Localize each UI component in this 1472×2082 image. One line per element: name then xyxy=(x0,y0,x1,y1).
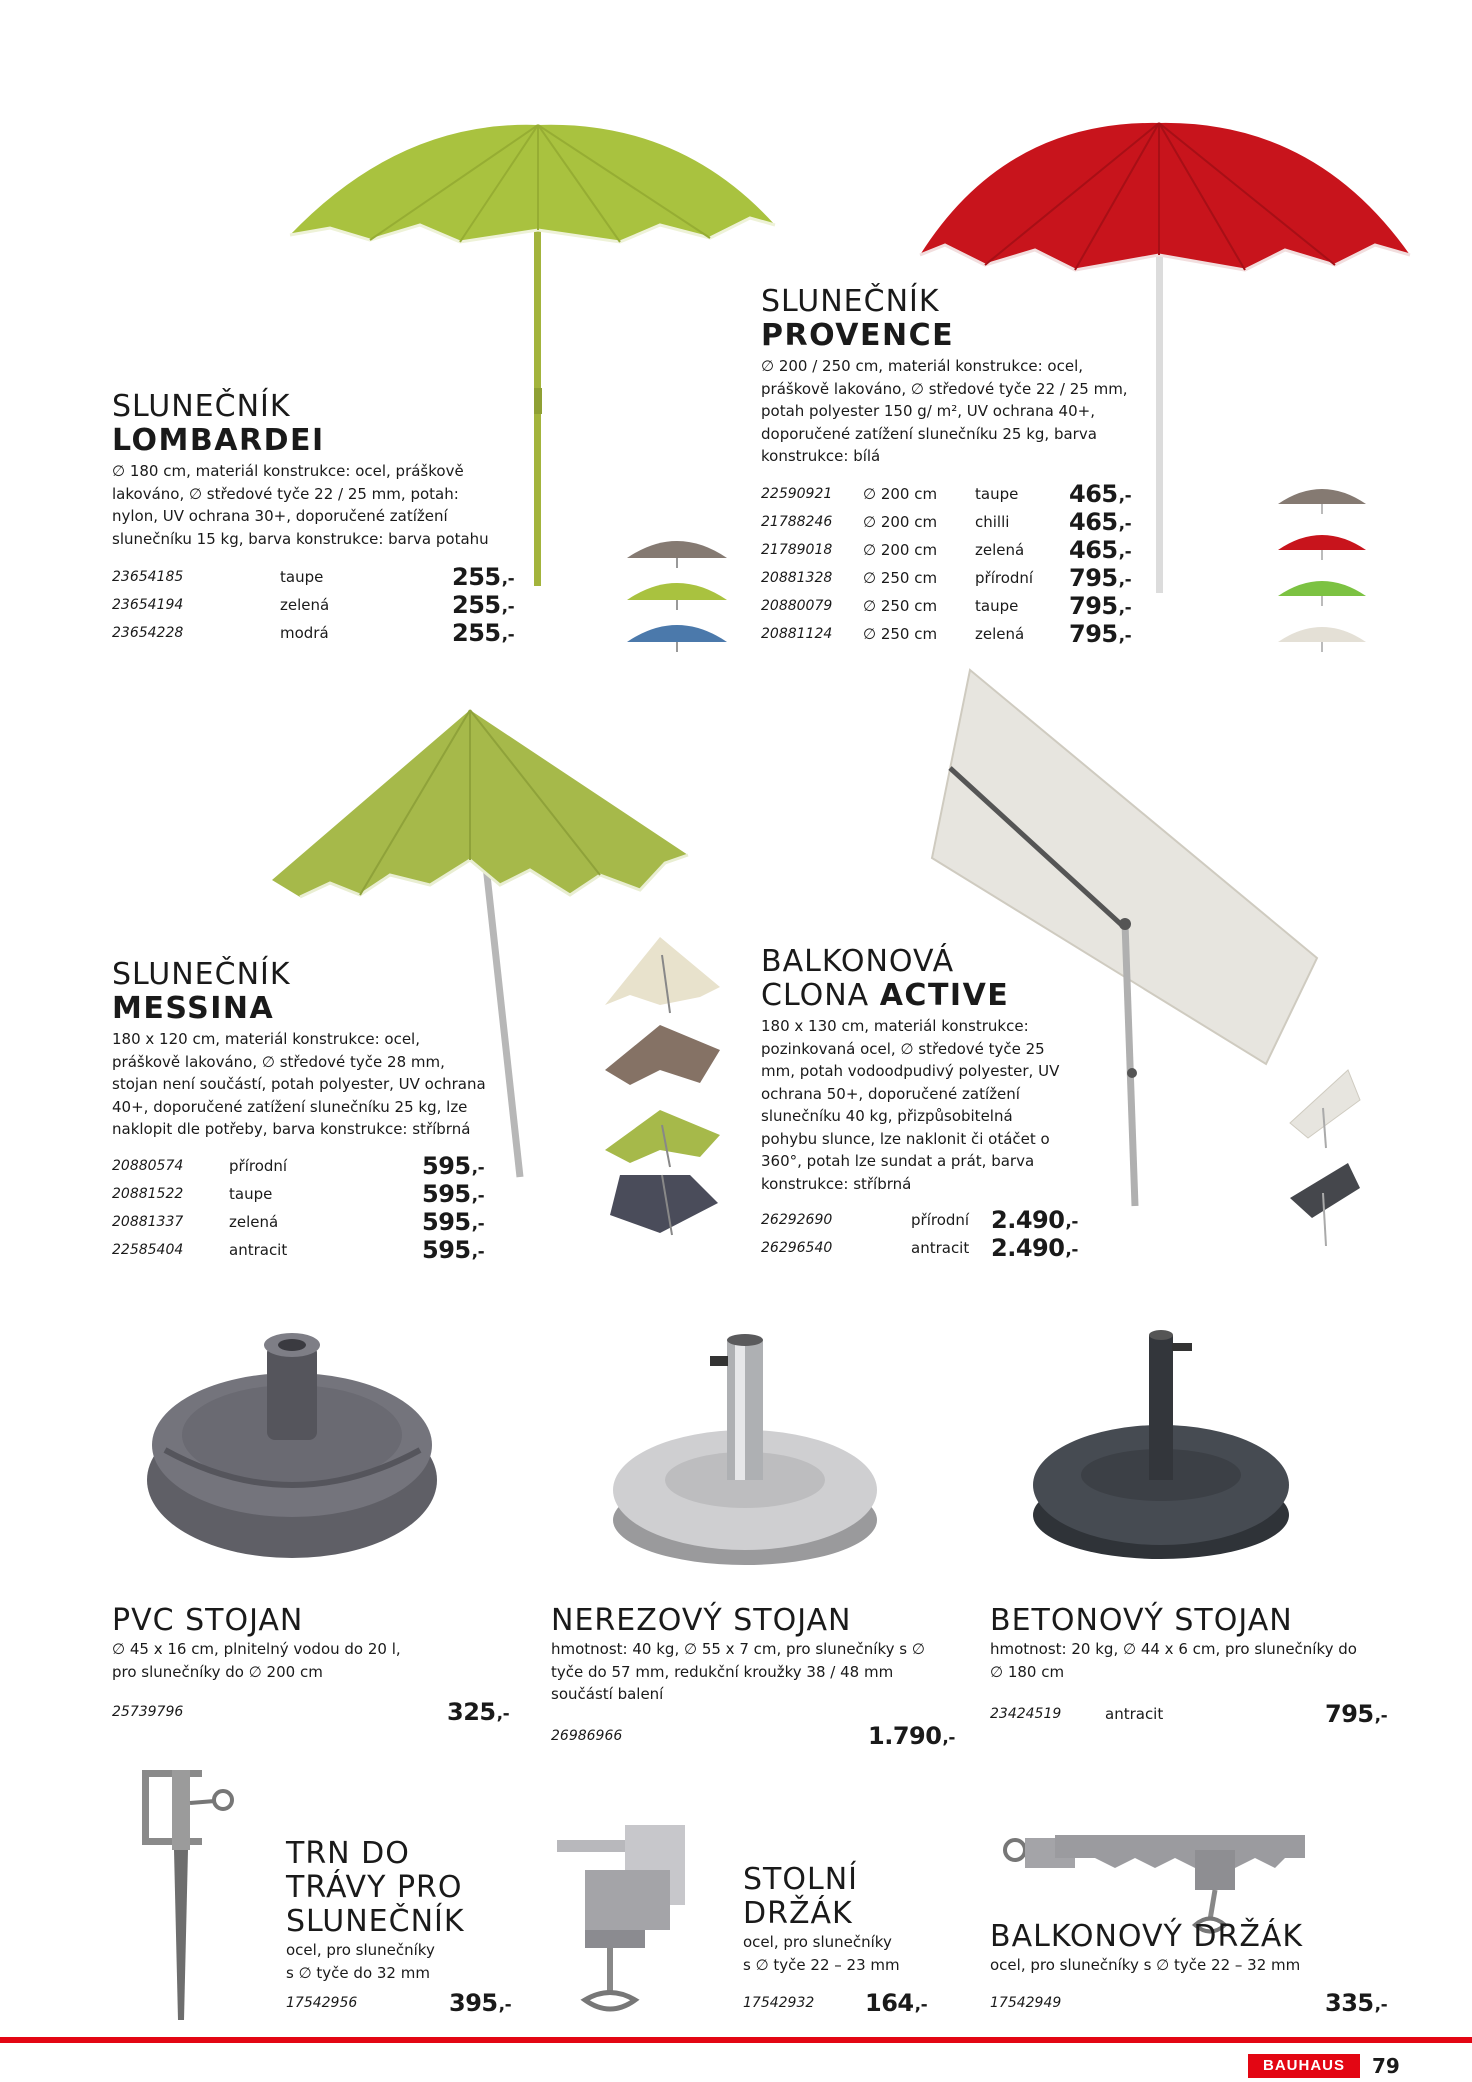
article-code: 17542932 xyxy=(743,1995,815,2011)
price: 465 ,- xyxy=(1069,508,1131,538)
nerez-title: NEREZOVÝ STOJAN xyxy=(551,1603,852,1638)
table-row xyxy=(112,1236,482,1264)
color-name: antracit xyxy=(911,1239,970,1257)
price: 395 ,- xyxy=(449,1989,511,2019)
provence-title-line2: PROVENCE xyxy=(761,318,955,353)
color-name: přírodní xyxy=(229,1157,288,1175)
pvc-stand-image xyxy=(145,1330,440,1566)
price: 595 ,- xyxy=(422,1152,484,1182)
table-row xyxy=(112,1180,482,1208)
table-row xyxy=(761,480,1141,508)
table-row xyxy=(761,564,1141,592)
price: 164 ,- xyxy=(865,1989,927,2019)
table-row xyxy=(761,592,1141,620)
balkon-holder-title: BALKONOVÝ DRŽÁK xyxy=(990,1919,1304,1954)
size: ∅ 250 cm xyxy=(863,597,938,615)
article-code: 26296540 xyxy=(761,1240,833,1256)
article-code: 20881124 xyxy=(761,626,833,642)
table-row xyxy=(990,1989,1380,2017)
trn-title-line2: TRÁVY PRO xyxy=(286,1870,463,1905)
active-title-line1: BALKONOVÁ xyxy=(761,944,955,979)
table-row xyxy=(761,508,1141,536)
color-name: zelená xyxy=(280,596,330,614)
price: 255 ,- xyxy=(452,591,514,621)
color-name: chilli xyxy=(975,513,1010,531)
color-name: taupe xyxy=(229,1185,273,1203)
price: 325 ,- xyxy=(447,1698,509,1728)
article-code: 20880079 xyxy=(761,598,833,614)
messina-title-line1: SLUNEČNÍK xyxy=(112,957,291,992)
article-code: 25739796 xyxy=(112,1704,184,1720)
lombardei-description: ∅ 180 cm, materiál konstrukce: ocel, práškově lakováno, ∅ středové tyče 22 / 25 mm, potah: nylon, UV ochrana 30+, doporučené zatížení slunečníku 15 kg, barva konstrukce: barva potahu xyxy=(112,462,489,548)
color-name: taupe xyxy=(975,597,1019,615)
footer-divider xyxy=(0,2037,1472,2043)
bauhaus-logo: BAUHAUS xyxy=(1248,2054,1360,2078)
table-row xyxy=(112,1152,482,1180)
table-row xyxy=(112,563,502,591)
article-code: 23424519 xyxy=(990,1706,1062,1722)
trn-spike-image xyxy=(128,1765,248,2025)
active-title-prefix: CLONA xyxy=(761,978,880,1013)
trn-title-line1: TRN DO xyxy=(286,1836,410,1871)
active-color-swatches xyxy=(1288,1068,1363,1248)
stolni-title-line2: DRŽÁK xyxy=(743,1896,853,1931)
table-row xyxy=(112,619,502,647)
size: ∅ 200 cm xyxy=(863,541,938,559)
article-code: 22585404 xyxy=(112,1242,184,1258)
price: 795 ,- xyxy=(1069,564,1131,594)
pvc-description: ∅ 45 x 16 cm, plnitelný vodou do 20 l, pro slunečníky do ∅ 200 cm xyxy=(112,1640,401,1681)
article-code: 20880574 xyxy=(112,1158,184,1174)
color-name: přírodní xyxy=(975,569,1034,587)
table-row xyxy=(112,591,502,619)
table-row xyxy=(743,1989,963,2017)
price: 795 ,- xyxy=(1325,1700,1387,1730)
provence-price-table xyxy=(761,480,1141,648)
table-row xyxy=(112,1698,496,1726)
price: 465 ,- xyxy=(1069,480,1131,510)
active-title-name: ACTIVE xyxy=(879,978,1010,1013)
table-row xyxy=(286,1989,506,2017)
price: 465 ,- xyxy=(1069,536,1131,566)
lombardei-title-line2: LOMBARDEI xyxy=(112,423,325,458)
article-code: 20881328 xyxy=(761,570,833,586)
article-code: 23654194 xyxy=(112,597,184,613)
article-code: 20881337 xyxy=(112,1214,184,1230)
stolni-clamp-image xyxy=(555,1820,695,2020)
table-row xyxy=(761,1206,1081,1234)
stolni-description: ocel, pro slunečníky s ∅ tyče 22 – 23 mm xyxy=(743,1933,900,1974)
color-name: zelená xyxy=(975,541,1025,559)
lombardei-title-line1: SLUNEČNÍK xyxy=(112,389,291,424)
color-name: taupe xyxy=(975,485,1019,503)
article-code: 23654228 xyxy=(112,625,184,641)
article-code: 20881522 xyxy=(112,1186,184,1202)
active-title-line2 xyxy=(761,979,1151,1013)
price: 2.490 ,- xyxy=(991,1206,1078,1236)
messina-color-swatches xyxy=(600,935,725,1235)
article-code: 23654185 xyxy=(112,569,184,585)
provence-color-swatches xyxy=(1274,472,1370,652)
size: ∅ 250 cm xyxy=(863,625,938,643)
lombardei-color-swatches xyxy=(622,528,732,654)
price: 595 ,- xyxy=(422,1236,484,1266)
messina-price-table xyxy=(112,1152,482,1264)
nerez-description: hmotnost: 40 kg, ∅ 55 x 7 cm, pro slunečníky s ∅ tyče do 57 mm, redukční kroužky 38 / 48 mm součástí balení xyxy=(551,1640,925,1703)
article-code: 22590921 xyxy=(761,486,833,502)
color-name: zelená xyxy=(975,625,1025,643)
table-row xyxy=(761,536,1141,564)
color-name: přírodní xyxy=(911,1211,970,1229)
beton-title: BETONOVÝ STOJAN xyxy=(990,1603,1293,1638)
color-name: antracit xyxy=(229,1241,288,1259)
active-description: 180 x 130 cm, materiál konstrukce: pozinkovaná ocel, ∅ středové tyče 25 mm, potah vodoodpudivý polyester, UV ochrana 50+, doporučené zatížení slunečníku 40 kg, přizpůsobitelná pohybu slunce, lze naklonit či otáčet o 360°, potah lze sundat a prát, barva konstrukce: stříbrná xyxy=(761,1017,1060,1193)
active-price-table xyxy=(761,1206,1081,1262)
pvc-title: PVC STOJAN xyxy=(112,1603,304,1638)
color-name: antracit xyxy=(1105,1705,1164,1723)
stolni-title-line1: STOLNÍ xyxy=(743,1862,858,1897)
price: 595 ,- xyxy=(422,1208,484,1238)
size: ∅ 250 cm xyxy=(863,569,938,587)
price: 795 ,- xyxy=(1069,620,1131,650)
beton-description: hmotnost: 20 kg, ∅ 44 x 6 cm, pro slunečníky do ∅ 180 cm xyxy=(990,1640,1357,1681)
price: 2.490 ,- xyxy=(991,1234,1078,1264)
lombardei-price-table xyxy=(112,563,502,647)
article-code: 17542956 xyxy=(286,1995,358,2011)
beton-stand-image xyxy=(1030,1325,1292,1565)
size: ∅ 200 cm xyxy=(863,513,938,531)
article-code: 21788246 xyxy=(761,514,833,530)
price: 335 ,- xyxy=(1325,1989,1387,2019)
color-name: modrá xyxy=(280,624,329,642)
table-row xyxy=(990,1700,1380,1728)
article-code: 17542949 xyxy=(990,1995,1062,2011)
size: ∅ 200 cm xyxy=(863,485,938,503)
provence-description: ∅ 200 / 250 cm, materiál konstrukce: ocel, práškově lakováno, ∅ středové tyče 22 / 25 mm, potah polyester 150 g/ m², UV ochrana 40+, doporučené zatížení slunečníku 25 kg, barva konstrukce: bílá xyxy=(761,357,1128,465)
article-code: 26292690 xyxy=(761,1212,833,1228)
price: 1.790 ,- xyxy=(868,1722,955,1752)
table-row xyxy=(761,1234,1081,1262)
price: 595 ,- xyxy=(422,1180,484,1210)
table-row xyxy=(761,620,1141,648)
page-number: 79 xyxy=(1372,2054,1400,2078)
price: 255 ,- xyxy=(452,619,514,649)
messina-title-line2: MESSINA xyxy=(112,991,275,1026)
price: 255 ,- xyxy=(452,563,514,593)
article-code: 26986966 xyxy=(551,1728,623,1744)
trn-title-line3: SLUNEČNÍK xyxy=(286,1904,465,1939)
table-row xyxy=(551,1722,941,1750)
messina-description: 180 x 120 cm, materiál konstrukce: ocel, práškově lakováno, ∅ středové tyče 28 mm, stojan není součástí, potah polyester, UV ochrana 40+, doporučené zatížení slunečníku 25 kg, lze naklopit dle potřeby, barva konstrukce: stříbrná xyxy=(112,1030,486,1138)
table-row xyxy=(112,1208,482,1236)
price: 795 ,- xyxy=(1069,592,1131,622)
provence-title-line1: SLUNEČNÍK xyxy=(761,284,940,319)
color-name: zelená xyxy=(229,1213,279,1231)
balkon-holder-description: ocel, pro slunečníky s ∅ tyče 22 – 32 mm xyxy=(990,1956,1301,1974)
color-name: taupe xyxy=(280,568,324,586)
article-code: 21789018 xyxy=(761,542,833,558)
trn-description: ocel, pro slunečníky s ∅ tyče do 32 mm xyxy=(286,1941,435,1982)
nerez-stand-image xyxy=(610,1330,880,1570)
